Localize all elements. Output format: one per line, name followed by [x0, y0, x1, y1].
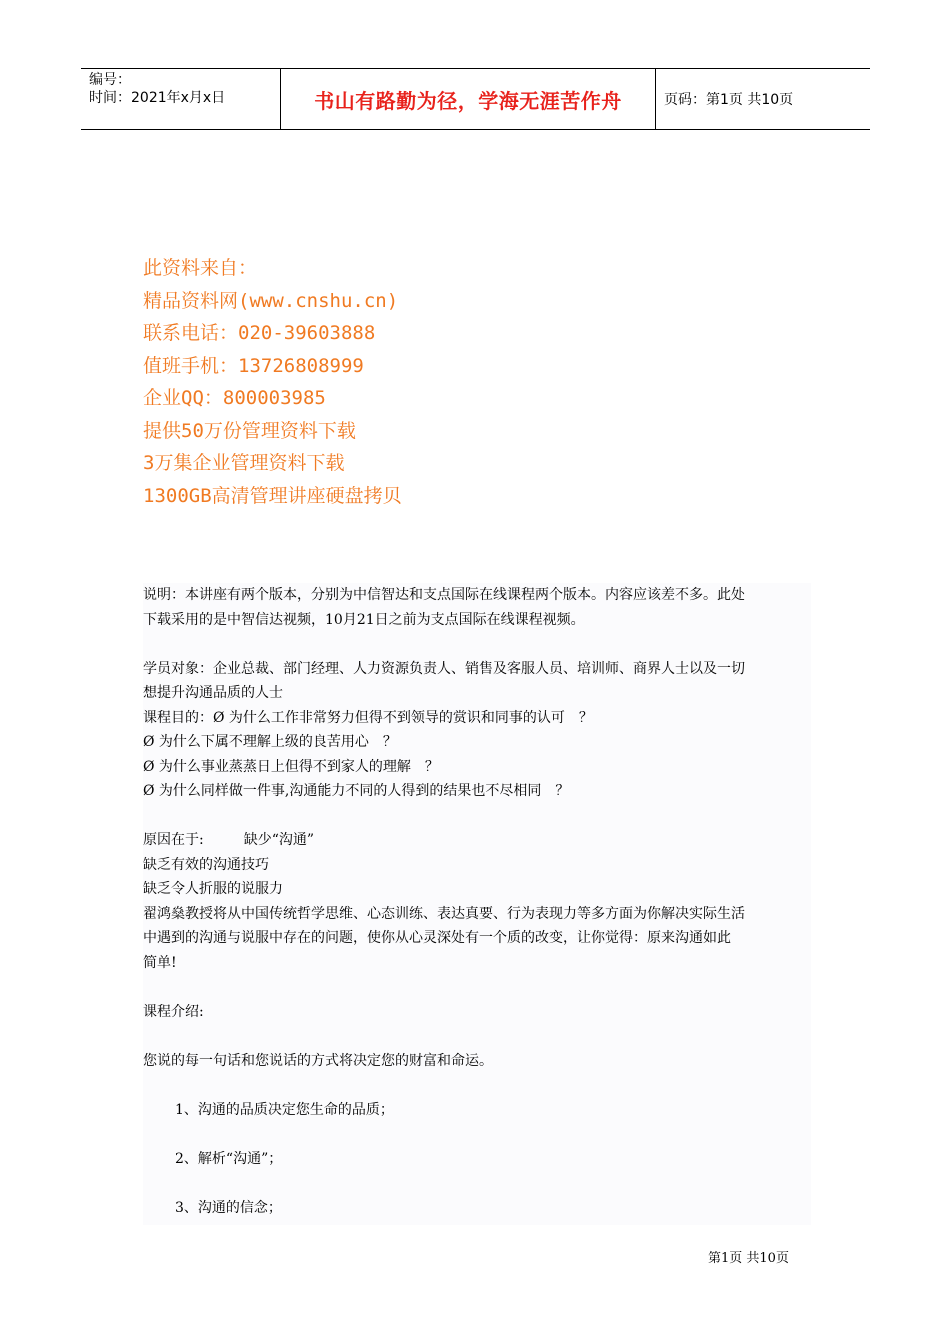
promo-line: 企业QQ：800003985: [143, 387, 326, 409]
goal-item: Ø 为什么下属不理解上级的良苦用心 ？: [143, 734, 397, 750]
reason-item: 缺乏令人折服的说服力: [143, 881, 283, 897]
reason-line: [143, 828, 811, 853]
promo-line: 提供50万份管理资料下载: [143, 419, 356, 442]
promo-line: 值班手机：13726808999: [143, 354, 364, 377]
promo-line: 此资料来自：: [143, 257, 258, 279]
intro-list-item: 1、沟通的品质决定您生命的品质；: [175, 1101, 394, 1118]
note-paragraph-line: 下载采用的是中智信达视频，10月21日之前为支点国际在线课程视频。: [143, 611, 585, 628]
reason-item: 缺少“沟通”: [243, 832, 315, 848]
promo-block: [143, 252, 402, 512]
audience-line: 学员对象：企业总裁、部门经理、人力资源负责人、销售及客服人员、培训师、商界人士以及一切: [143, 660, 745, 677]
professor-paragraph-line: 中遇到的沟通与说服中存在的问题，使你从心灵深处有一个质的改变，让你觉得：原来沟通如此: [143, 930, 731, 946]
promo-line: 联系电话：020-39603888: [143, 322, 376, 344]
header-page-number: 页码：第1页 共10页: [664, 92, 794, 108]
intro-list-item: 2、解析“沟通”；: [175, 1150, 283, 1167]
document-body: [143, 583, 811, 1225]
intro-text: 您说的每一句话和您说话的方式将决定您的财富和命运。: [143, 1052, 493, 1069]
professor-paragraph-line: 简单!: [143, 954, 177, 971]
number-label: 编号：: [89, 72, 131, 88]
header-motto: 书山有路勤为径，学海无涯苦作舟: [281, 69, 656, 129]
note-paragraph-line: 说明：本讲座有两个版本，分别为中信智达和支点国际在线课程两个版本。内容应该差不多。此处: [143, 587, 745, 603]
reason-label: 原因在于:: [143, 832, 204, 848]
document-header: [81, 68, 870, 130]
promo-line: 1300GB高清管理讲座硬盘拷贝: [143, 484, 402, 507]
date-label: 时间：2021年x月x日: [89, 90, 226, 106]
promo-line: 3万集企业管理资料下载: [143, 452, 345, 474]
reason-item: 缺乏有效的沟通技巧: [143, 856, 269, 873]
page-footer: 第1页 共10页: [708, 1251, 789, 1266]
header-meta: [81, 69, 281, 129]
promo-line: 精品资料网(www.cnshu.cn): [143, 289, 399, 312]
professor-paragraph-line: 翟鸿燊教授将从中国传统哲学思维、心态训练、表达真要、行为表现力等多方面为你解决实际生活: [143, 905, 745, 922]
goal-item: 课程目的：Ø 为什么工作非常努力但得不到领导的赏识和同事的认可 ？: [143, 709, 593, 726]
goal-item: Ø 为什么同样做一件事,沟通能力不同的人得到的结果也不尽相同 ？: [143, 783, 570, 799]
audience-line: 想提升沟通品质的人士: [143, 685, 283, 701]
intro-label: 课程介绍:: [143, 1003, 204, 1020]
intro-list-item: 3、沟通的信念；: [175, 1199, 282, 1216]
goal-item: Ø 为什么事业蒸蒸日上但得不到家人的理解 ？: [143, 758, 439, 775]
